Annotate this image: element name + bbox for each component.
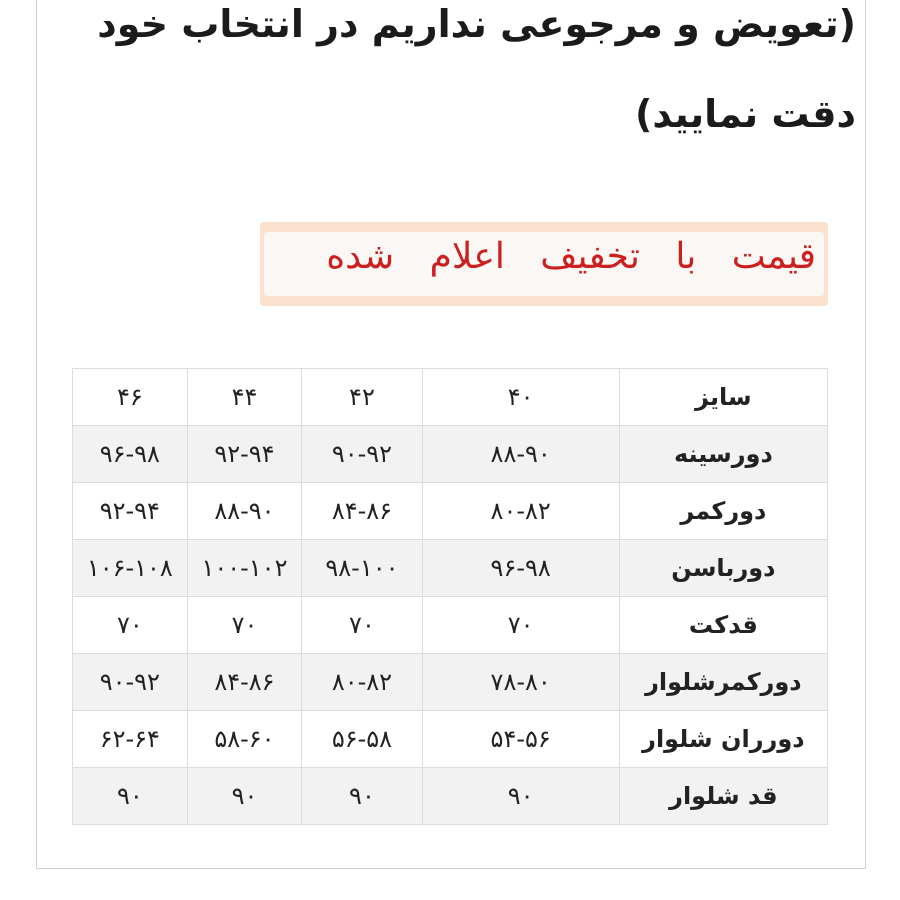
- table-cell: ۹۶-۹۸: [422, 540, 619, 597]
- table-cell: ۸۰-۸۲: [422, 483, 619, 540]
- table-cell: ۷۰: [302, 597, 422, 654]
- table-cell: ۹۶-۹۸: [73, 426, 188, 483]
- table-cell: ۵۶-۵۸: [302, 711, 422, 768]
- row-label-cell: دورباسن: [619, 540, 827, 597]
- table-cell: ۶۲-۶۴: [73, 711, 188, 768]
- table-cell: ۹۰: [302, 768, 422, 825]
- size-table: [72, 368, 828, 825]
- table-cell: ۱۰۰-۱۰۲: [187, 540, 302, 597]
- header-size-cell: ۴۶: [73, 369, 188, 426]
- table-cell: ۸۴-۸۶: [302, 483, 422, 540]
- table-cell: ۷۰: [187, 597, 302, 654]
- table-cell: ۱۰۶-۱۰۸: [73, 540, 188, 597]
- table-cell: ۹۲-۹۴: [73, 483, 188, 540]
- header-size-cell: ۴۰: [422, 369, 619, 426]
- row-label-cell: دورکمر: [619, 483, 827, 540]
- price-notice-inner: [264, 232, 824, 296]
- header-size-cell: ۴۲: [302, 369, 422, 426]
- table-cell: ۸۰-۸۲: [302, 654, 422, 711]
- row-label-cell: دورکمرشلوار: [619, 654, 827, 711]
- table-row: [73, 597, 828, 654]
- table-row: [73, 483, 828, 540]
- header-size-cell: ۴۴: [187, 369, 302, 426]
- row-label-cell: قدکت: [619, 597, 827, 654]
- table-cell: ۷۰: [422, 597, 619, 654]
- header-label-cell: سایز: [619, 369, 827, 426]
- table-row: [73, 540, 828, 597]
- table-header-row: [73, 369, 828, 426]
- table-cell: ۵۴-۵۶: [422, 711, 619, 768]
- table-cell: ۸۴-۸۶: [187, 654, 302, 711]
- table-cell: ۷۸-۸۰: [422, 654, 619, 711]
- table-cell: ۹۰-۹۲: [73, 654, 188, 711]
- row-label-cell: دورران شلوار: [619, 711, 827, 768]
- row-label-cell: دورسینه: [619, 426, 827, 483]
- price-notice-text: قیمت با تخفیف اعلام شده: [326, 236, 816, 277]
- table-row: [73, 426, 828, 483]
- table-cell: ۹۰: [422, 768, 619, 825]
- table-cell: ۵۸-۶۰: [187, 711, 302, 768]
- table-row: [73, 768, 828, 825]
- table-cell: ۹۰-۹۲: [302, 426, 422, 483]
- table-cell: ۷۰: [73, 597, 188, 654]
- table-cell: ۸۸-۹۰: [187, 483, 302, 540]
- table-cell: ۹۰: [187, 768, 302, 825]
- table-cell: ۸۸-۹۰: [422, 426, 619, 483]
- notice-heading-line-2: دقت نمایید): [635, 92, 856, 136]
- table-cell: ۹۲-۹۴: [187, 426, 302, 483]
- price-notice-box: [260, 222, 828, 306]
- table-row: [73, 711, 828, 768]
- table-row: [73, 654, 828, 711]
- notice-heading-line-1: (تعویض و مرجوعی نداریم در انتخاب خود: [97, 2, 856, 46]
- table-cell: ۹۸-۱۰۰: [302, 540, 422, 597]
- row-label-cell: قد شلوار: [619, 768, 827, 825]
- table-cell: ۹۰: [73, 768, 188, 825]
